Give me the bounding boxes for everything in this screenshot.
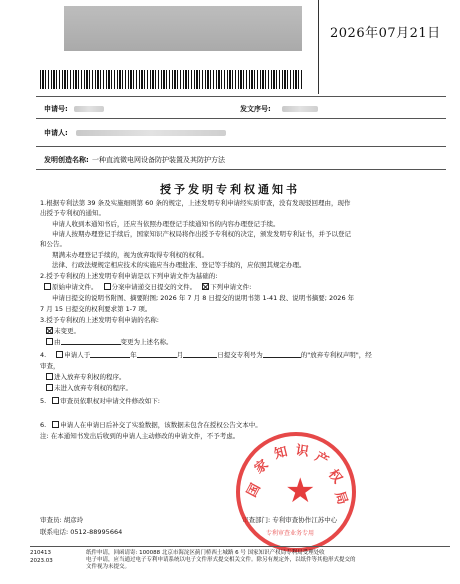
seal-char: 家: [251, 457, 272, 477]
notice-note: 注: 在本通知书发出后收到的申请人主动修改的申请文件，不予考虑。: [40, 432, 240, 440]
examiner: 审查员: 胡彦玲: [40, 516, 84, 524]
para1-line4: 申请人按期办理登记手续后，国家知识产权局将作出授予专利权的决定，颁发发明专利证书，并予以登记: [52, 230, 351, 238]
checkbox-changed[interactable]: [46, 338, 53, 345]
form-code: 210413: [30, 550, 51, 556]
divider-line: [36, 118, 446, 119]
checkbox-divisional[interactable]: [104, 283, 111, 290]
checkbox-unchanged[interactable]: [46, 327, 53, 334]
blank-field: [137, 350, 177, 358]
opt-changed-suffix: 变更为上述名称。: [120, 338, 173, 346]
para4-line2: 审查，: [40, 362, 60, 370]
para6-prefix: 6.: [40, 421, 47, 429]
blank-field: [263, 350, 301, 358]
seal-star-icon: ★: [285, 471, 316, 511]
opt-following-label: 下列申请文件:: [210, 283, 252, 291]
seal-subtext: 专利审查业务专用: [266, 530, 315, 537]
redacted-application-no: [74, 106, 104, 112]
divider-line: [36, 96, 446, 97]
para2-line3: 申请日提交的说明书附图、摘要附图; 2026 年 7 月 8 日提交的说明书第 1-41 段、说明书摘要; 2026 年: [52, 294, 355, 302]
para2-line1: 2.授予专利权的上述发明专利申请是以下列申请文件为基础的:: [40, 272, 218, 280]
examination-department: 审查部门: 专利审查协作江苏中心: [242, 516, 338, 524]
opt-examiner-modify-label: 审查员依职权对申请文件修改如下:: [60, 397, 160, 405]
redacted-applicant: [76, 130, 226, 136]
checkbox-following[interactable]: [202, 283, 209, 290]
seal-char: 识: [294, 443, 310, 460]
invention-name: 一种直流微电网设备防护装置及其防护方法: [92, 156, 225, 164]
checkbox-waiver[interactable]: [56, 351, 63, 358]
para5-line1: [40, 396, 160, 407]
seal-char: 产: [312, 449, 331, 469]
name-unchanged-row: [46, 326, 80, 337]
notice-title: 授予发明专利权通知书: [160, 183, 300, 196]
seal-char: 国: [244, 481, 264, 500]
opt-not-proceed-label: 未进入放弃专利权的程序。: [54, 384, 132, 392]
para5-prefix: 5.: [40, 397, 47, 405]
blank-field: [61, 337, 121, 345]
para3-line1: 3.授予专利权的上述发明专利申请的名称:: [40, 316, 159, 324]
redacted-dispatch-no: [282, 106, 318, 112]
opt-original-label: 原始申请文件。: [52, 283, 98, 291]
redacted-header-block: [64, 6, 302, 51]
para2-line4: 7 月 15 日提交的权利要求第 1-7 项。: [40, 305, 152, 313]
contact-phone: 联系电话: 0512-88995664: [40, 528, 123, 536]
checkbox-proceed[interactable]: [46, 373, 53, 380]
para4-applicant: 申请人于: [64, 351, 91, 359]
para4-month: 月: [176, 351, 184, 359]
opt-unchanged-label: 未变更。: [54, 327, 80, 335]
para1-line5: 和公告。: [40, 240, 66, 248]
opt-data-supplement-label: 申请人在申请日后补交了实验数据，该数据未包含在授权公告文本中。: [60, 421, 262, 429]
para4-day: 日提交专利号为: [217, 351, 263, 359]
opt-divisional-label: 分案申请递交日提交的文件。: [111, 283, 197, 291]
para1-line7: 法律、行政法规规定相应技术的实施应当办理批准、登记等手续的，应依照其规定办理。: [52, 261, 306, 269]
seal-char: 权: [325, 466, 345, 487]
divider-line: [30, 546, 450, 547]
footer-line2: 电子申请，应当通过电子专利申请系统以电子文件形式提交相关文件。除另有规定外，以纸件等其他形式提交的: [86, 557, 356, 563]
divider-line: [36, 146, 446, 147]
footer-line3: 文件视为未提交。: [86, 564, 131, 570]
checkbox-original[interactable]: [44, 283, 51, 290]
para4-year: 年: [130, 351, 137, 359]
para1-line3: 申请人收到本通知书后，还应当依照办理登记手续通知书的内容办理登记手续。: [52, 220, 280, 228]
official-seal: [236, 432, 356, 552]
basis-options: [44, 282, 251, 293]
para6-line1: [40, 420, 262, 431]
waiver-not-proceed-row: [46, 383, 132, 394]
para4-prefix: 4.: [40, 351, 47, 359]
para4-line1: [40, 350, 372, 361]
issue-date: 2026年07月21日: [330, 26, 441, 41]
application-no-label: 申请号:: [44, 105, 68, 113]
opt-changed-prefix: 由: [54, 338, 61, 346]
waiver-proceed-row: [46, 372, 126, 383]
invention-name-label: 发明创造名称:: [44, 156, 89, 164]
footer-line1: 纸件申请，回函请寄: 100088 北京市海淀区蓟门桥西土城路 6 号 国家知识产权局专利局受理处收: [86, 550, 325, 556]
blank-field: [90, 350, 130, 358]
checkbox-examiner-modify[interactable]: [52, 397, 59, 404]
para4-end: 的"放弃专利权声明"，经: [300, 351, 372, 359]
applicant-label: 申请人:: [44, 129, 68, 137]
barcode: [40, 70, 304, 89]
form-year: 2023.03: [30, 558, 53, 564]
name-changed-row: [46, 337, 173, 348]
seal-char: 知: [272, 444, 290, 463]
para1-line6: 期满未办理登记手续的，视为放弃取得专利权的权利。: [52, 251, 208, 259]
para1-line2: 出授予专利权的通知。: [40, 209, 105, 217]
checkbox-not-proceed[interactable]: [46, 384, 53, 391]
opt-proceed-label: 进入放弃专利权的程序。: [54, 373, 126, 381]
seal-char: 局: [331, 489, 350, 507]
checkbox-data-supplement[interactable]: [52, 421, 59, 428]
para1-line1: 1.根据专利法第 39 条及实施细则第 60 条的规定，上述发明专利申请经实质审查，没有发现驳回理由，现作: [40, 199, 351, 207]
header-divider: [318, 0, 319, 94]
divider-line: [36, 169, 446, 170]
dispatch-no-label: 发文序号:: [240, 105, 271, 113]
blank-field: [183, 350, 217, 358]
